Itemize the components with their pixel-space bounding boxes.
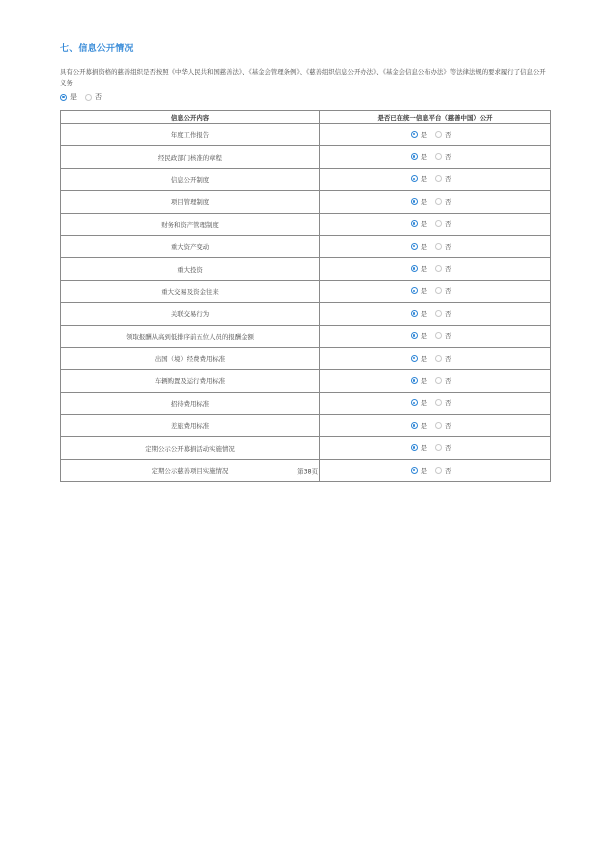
disclosure-item-label: 定期公示公开募捐活动实施情况 — [145, 444, 235, 453]
published-choice-cell — [320, 258, 551, 280]
table-header-row — [61, 111, 551, 124]
disclosure-item-label: 重大交易及资金往来 — [161, 287, 219, 296]
disclosure-item-label: 重大资产变动 — [170, 243, 210, 252]
yes-radio[interactable] — [411, 399, 418, 406]
disclosure-item-label: 项目管理制度 — [170, 198, 210, 207]
published-choice — [411, 242, 460, 251]
published-choice-cell — [320, 235, 551, 257]
published-choice — [411, 398, 460, 407]
published-choice-cell — [320, 168, 551, 190]
disclosure-item-label: 定期公示慈善项目实施情况 — [151, 467, 229, 476]
published-choice-cell — [320, 437, 551, 459]
disclosure-item-cell — [61, 347, 320, 369]
yes-radio[interactable] — [411, 287, 418, 294]
published-choice — [411, 466, 460, 475]
disclosure-item-cell — [61, 325, 320, 347]
published-choice — [411, 376, 460, 385]
published-choice — [411, 421, 460, 430]
no-label: 否 — [445, 153, 452, 162]
published-choice-cell — [320, 280, 551, 302]
published-choice-cell — [320, 303, 551, 325]
disclosure-item-label: 差旅费用标准 — [170, 422, 210, 431]
table-row — [61, 280, 551, 302]
no-label: 否 — [95, 93, 102, 101]
published-choice-cell — [320, 124, 551, 146]
no-radio[interactable] — [85, 94, 92, 101]
no-radio[interactable] — [435, 355, 442, 362]
no-label: 否 — [445, 421, 452, 430]
yes-label: 是 — [420, 421, 427, 430]
published-choice-cell — [320, 213, 551, 235]
disclosure-item-cell — [61, 459, 320, 481]
yes-radio[interactable] — [411, 220, 418, 227]
published-choice-cell — [320, 459, 551, 481]
published-choice — [411, 331, 460, 340]
yes-radio[interactable] — [411, 198, 418, 205]
yes-label: 是 — [420, 197, 427, 206]
no-radio[interactable] — [435, 198, 442, 205]
disclosure-item-cell — [61, 437, 320, 459]
table-row — [61, 459, 551, 481]
no-label: 否 — [445, 399, 452, 408]
header-content: 信息公开内容 — [61, 111, 320, 124]
disclosure-item-cell — [61, 146, 320, 168]
no-radio[interactable] — [435, 153, 442, 160]
yes-label: 是 — [70, 93, 77, 101]
published-choice-cell — [320, 325, 551, 347]
disclosure-item-cell — [61, 168, 320, 190]
disclosure-item-label: 经民政部门核准的章程 — [158, 153, 222, 162]
disclosure-item-cell — [61, 392, 320, 414]
yes-label: 是 — [420, 265, 427, 274]
yes-label: 是 — [420, 466, 427, 475]
table-row — [61, 415, 551, 437]
yes-radio[interactable] — [411, 444, 418, 451]
disclosure-table — [60, 110, 551, 482]
yes-radio[interactable] — [411, 131, 418, 138]
no-label: 否 — [445, 242, 452, 251]
disclosure-item-cell — [61, 303, 320, 325]
yes-label: 是 — [420, 332, 427, 341]
header-published: 是否已在统一信息平台（慈善中国）公开 — [320, 111, 551, 124]
no-radio[interactable] — [435, 220, 442, 227]
no-radio[interactable] — [435, 265, 442, 272]
published-choice — [411, 130, 460, 139]
published-choice — [411, 152, 460, 161]
no-radio[interactable] — [435, 444, 442, 451]
published-choice-cell — [320, 370, 551, 392]
table-row — [61, 168, 551, 190]
disclosure-item-cell — [61, 191, 320, 213]
no-radio[interactable] — [435, 243, 442, 250]
disclosure-item-cell — [61, 258, 320, 280]
yes-label: 是 — [420, 287, 427, 296]
table-row — [61, 191, 551, 213]
table-row — [61, 124, 551, 146]
no-radio[interactable] — [435, 332, 442, 339]
disclosure-item-label: 重大投资 — [177, 265, 203, 274]
no-label: 否 — [445, 265, 452, 274]
table-row — [61, 235, 551, 257]
published-choice-cell — [320, 392, 551, 414]
yes-label: 是 — [420, 309, 427, 318]
yes-label: 是 — [420, 399, 427, 408]
disclosure-item-label: 关联交易行为 — [170, 310, 210, 319]
no-radio[interactable] — [435, 467, 442, 474]
no-radio[interactable] — [435, 287, 442, 294]
published-choice — [411, 174, 460, 183]
yes-radio[interactable] — [411, 153, 418, 160]
disclosure-item-cell — [61, 124, 320, 146]
published-choice — [411, 219, 460, 228]
section-title: 七、信息公开情况 — [60, 44, 134, 54]
table-row — [61, 325, 551, 347]
yes-radio[interactable] — [411, 332, 418, 339]
yes-radio[interactable] — [60, 94, 67, 101]
yes-label: 是 — [420, 175, 427, 184]
disclosure-item-label: 财务和资产管理制度 — [161, 220, 219, 229]
published-choice-cell — [320, 191, 551, 213]
no-label: 否 — [445, 354, 452, 363]
yes-label: 是 — [420, 354, 427, 363]
published-choice — [411, 354, 460, 363]
no-radio[interactable] — [435, 422, 442, 429]
no-label: 否 — [445, 376, 452, 385]
no-label: 否 — [445, 466, 452, 475]
yes-radio[interactable] — [411, 467, 418, 474]
no-radio[interactable] — [435, 131, 442, 138]
published-choice — [411, 264, 460, 273]
published-choice-cell — [320, 347, 551, 369]
no-radio[interactable] — [435, 399, 442, 406]
no-label: 否 — [445, 287, 452, 296]
disclosure-item-label: 信息公开制度 — [170, 175, 210, 184]
disclosure-item-label: 出国（境）经费费用标准 — [154, 355, 226, 364]
yes-label: 是 — [420, 242, 427, 251]
table-row — [61, 347, 551, 369]
no-radio[interactable] — [435, 310, 442, 317]
no-radio[interactable] — [435, 377, 442, 384]
published-choice — [411, 443, 460, 452]
yes-label: 是 — [420, 220, 427, 229]
table-row — [61, 213, 551, 235]
page-number: 第38页 — [297, 467, 318, 476]
yes-label: 是 — [420, 376, 427, 385]
disclosure-item-cell — [61, 415, 320, 437]
disclosure-item-label: 招待费用标准 — [170, 399, 210, 408]
disclosure-item-cell — [61, 280, 320, 302]
table-row — [61, 258, 551, 280]
published-choice-cell — [320, 415, 551, 437]
yes-label: 是 — [420, 130, 427, 139]
no-label: 否 — [445, 175, 452, 184]
no-radio[interactable] — [435, 175, 442, 182]
no-label: 否 — [445, 130, 452, 139]
table-row — [61, 370, 551, 392]
no-label: 否 — [445, 197, 452, 206]
no-label: 否 — [445, 332, 452, 341]
disclosure-item-cell — [61, 235, 320, 257]
disclosure-item-cell — [61, 213, 320, 235]
yes-label: 是 — [420, 444, 427, 453]
table-row — [61, 392, 551, 414]
yes-radio[interactable] — [411, 310, 418, 317]
no-label: 否 — [445, 220, 452, 229]
published-choice — [411, 197, 460, 206]
yes-radio[interactable] — [411, 377, 418, 384]
table-row — [61, 146, 551, 168]
yes-radio[interactable] — [411, 175, 418, 182]
published-choice — [411, 286, 460, 295]
published-choice-cell — [320, 146, 551, 168]
yes-radio[interactable] — [411, 422, 418, 429]
yes-radio[interactable] — [411, 355, 418, 362]
yes-radio[interactable] — [411, 265, 418, 272]
disclosure-item-label: 年度工作报告 — [170, 131, 210, 140]
table-row — [61, 437, 551, 459]
table-body — [61, 124, 551, 482]
no-label: 否 — [445, 444, 452, 453]
yes-radio[interactable] — [411, 243, 418, 250]
disclosure-obligation-choice — [60, 92, 110, 102]
table-row — [61, 303, 551, 325]
intro-text: 具有公开募捐资格的慈善组织是否按照《中华人民共和国慈善法》、《基金会管理条例》、《慈善组织信息公开办法》、《基金会信息公布办法》等法律法规的要求履行了信息公开义务 — [60, 68, 546, 87]
yes-label: 是 — [420, 153, 427, 162]
published-choice — [411, 309, 460, 318]
disclosure-item-label: 领取报酬从高到低排序前五位人员的报酬金额 — [126, 332, 254, 341]
disclosure-item-cell — [61, 370, 320, 392]
no-label: 否 — [445, 309, 452, 318]
disclosure-item-label: 车辆购置及运行费用标准 — [154, 377, 226, 386]
